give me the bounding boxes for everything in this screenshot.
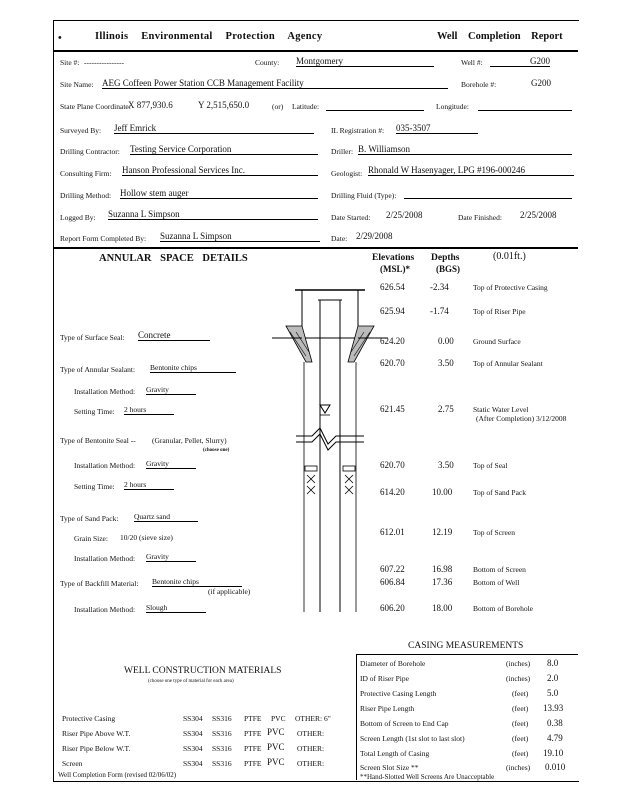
opt-ss316-3: SS316 <box>212 744 232 753</box>
il-reg-label: IL Registration #: <box>331 126 385 135</box>
annular-install-label: Installation Method: <box>74 387 136 396</box>
driller-label: Driller: <box>331 147 354 156</box>
surface-seal-right <box>348 326 374 362</box>
casing-label-1: Diameter of Borehole <box>360 659 426 668</box>
depth-row-1: -2.34 <box>430 282 449 292</box>
materials-title: WELL CONSTRUCTION MATERIALS <box>124 666 282 676</box>
opt-ss316-1: SS316 <box>212 714 232 723</box>
grain-size-label: Grain Size: <box>74 534 108 543</box>
elev-row-7: 614.20 <box>380 487 405 497</box>
elev-row-11: 606.20 <box>380 603 405 613</box>
annular-install-value: Gravity <box>146 386 196 395</box>
coords-or: (or) <box>272 102 284 111</box>
casing-title: CASING MEASUREMENTS <box>408 641 524 651</box>
label-row-5: Static Water Level <box>473 405 529 414</box>
sandpack-x-left-1 <box>307 475 315 483</box>
depth-row-3: 0.00 <box>438 336 454 346</box>
casing-unit-1: (inches) <box>506 659 531 668</box>
label-row-7: Top of Sand Pack <box>473 488 527 497</box>
surface-seal-value: Concrete <box>138 331 210 341</box>
elev-row-8: 612.01 <box>380 527 405 537</box>
site-value: ---------------- <box>84 58 124 67</box>
casing-unit-4: (feet) <box>512 704 529 713</box>
depth-row-9: 16.98 <box>432 564 453 574</box>
drilling-method-value: Hollow stem auger <box>120 189 318 199</box>
backfill-install-label: Installation Method: <box>74 605 136 614</box>
annular-setting-label: Setting Time: <box>74 407 115 416</box>
label-row-6: Top of Seal <box>473 461 508 470</box>
geologist-label: Geologist: <box>331 169 363 178</box>
opt-ss304-3: SS304 <box>183 744 203 753</box>
casing-unit-3: (feet) <box>512 689 529 698</box>
material-row-label-3: Riser Pipe Below W.T. <box>62 744 131 753</box>
elev-row-3: 624.20 <box>380 336 405 346</box>
opt-ss304-4: SS304 <box>183 759 203 768</box>
label-row-2: Top of Riser Pipe <box>473 307 526 316</box>
grain-size-value: 10/20 (sieve size) <box>120 533 173 542</box>
casing-value-6: 4.79 <box>547 733 563 743</box>
casing-value-3: 5.0 <box>547 688 559 698</box>
sand-pack-label: Type of Sand Pack: <box>60 514 119 523</box>
casing-unit-7: (feet) <box>512 749 529 758</box>
borehole-value: G200 <box>531 78 551 88</box>
material-choice-3: PVC <box>267 742 285 752</box>
report-completed-value: Suzanna L Simpson <box>160 232 320 242</box>
seal-install-value: Gravity <box>146 460 196 469</box>
sand-pack-value: Quartz sand <box>134 513 198 522</box>
date-started-value: 2/25/2008 <box>386 210 423 220</box>
casing-left-rule <box>356 654 357 780</box>
opt-ss316-2: SS316 <box>212 729 232 738</box>
opt-ptfe-4: PTFE <box>244 759 262 768</box>
elev-subheader: (MSL)* <box>380 264 410 274</box>
drilling-method-label: Drilling Method: <box>60 191 112 200</box>
latitude-label: Latitude: <box>292 102 320 111</box>
depth-row-11: 18.00 <box>432 603 453 613</box>
label-row-9: Bottom of Screen <box>473 565 526 574</box>
casing-label-4: Riser Pipe Length <box>360 704 415 713</box>
casing-value-7: 19.10 <box>543 748 564 758</box>
annular-sealant-label: Type of Annular Sealant: <box>60 365 136 374</box>
site-name-label: Site Name: <box>60 80 94 89</box>
longitude-label: Longitude: <box>436 102 469 111</box>
surveyed-label: Surveyed By: <box>60 126 102 135</box>
material-row-label-4: Screen <box>62 759 83 768</box>
consulting-value: Hanson Professional Services Inc. <box>122 166 318 176</box>
elev-row-6: 620.70 <box>380 460 405 470</box>
material-row-label-2: Riser Pipe Above W.T. <box>62 729 131 738</box>
casing-value-5: 0.38 <box>547 718 563 728</box>
annular-sealant-value: Bentonite chips <box>150 364 236 373</box>
depth-row-10: 17.36 <box>432 577 453 587</box>
elev-row-10: 606.84 <box>380 577 405 587</box>
logged-label: Logged By: <box>60 213 96 222</box>
sandpack-x-right-2 <box>345 486 353 494</box>
bentonite-seal-options: (Granular, Pellet, Slurry) <box>152 436 227 445</box>
borehole-label: Borehole #: <box>461 80 497 89</box>
opt-ss304-1: SS304 <box>183 714 203 723</box>
surveyed-value: Jeff Emrick <box>114 124 314 134</box>
depth-row-8: 12.19 <box>432 527 453 537</box>
header-bullet: • <box>58 33 62 44</box>
opt-other-3: OTHER: <box>297 744 325 753</box>
materials-subtitle: (choose one type of material for each area) <box>148 679 234 684</box>
opt-ss316-4: SS316 <box>212 759 232 768</box>
bentonite-seal-label: Type of Bentonite Seal -- <box>60 436 136 445</box>
casing-value-2: 2.0 <box>547 673 559 683</box>
drilling-contractor-label: Drilling Contractor: <box>60 147 120 156</box>
opt-other-4: OTHER: <box>297 759 325 768</box>
opt-ptfe-2: PTFE <box>244 729 262 738</box>
elev-row-4: 620.70 <box>380 358 405 368</box>
depth-subheader: (BGS) <box>436 264 461 274</box>
sand-install-value: Gravity <box>146 553 196 562</box>
elev-row-5: 621.45 <box>380 404 405 414</box>
form-revision: Well Completion Form (revised 02/06/02) <box>58 771 177 779</box>
casing-label-7: Total Length of Casing <box>360 749 430 758</box>
agency-title: Illinois Environmental Protection Agency <box>95 31 323 42</box>
surface-seal-left <box>286 326 312 362</box>
casing-value-8: 0.010 <box>545 762 566 772</box>
opt-pvc-1: PVC <box>271 714 286 723</box>
drilling-contractor-value: Testing Service Corporation <box>130 145 318 155</box>
backfill-install-value: Slough <box>146 604 206 613</box>
date-started-label: Date Started: <box>331 213 371 222</box>
casing-value-1: 8.0 <box>547 658 559 668</box>
report-completed-label: Report Form Completed By: <box>60 234 147 243</box>
opt-ss304-2: SS304 <box>183 729 203 738</box>
static-water-sub: (After Completion) 3/12/2008 <box>476 414 567 423</box>
material-row-label-1: Protective Casing <box>62 714 116 723</box>
casing-label-3: Protective Casing Length <box>360 689 437 698</box>
label-row-1: Top of Protective Casing <box>473 283 548 292</box>
date-finished-value: 2/25/2008 <box>520 210 557 220</box>
date-value: 2/29/2008 <box>356 231 393 241</box>
casing-unit-5: (feet) <box>512 719 529 728</box>
seal-install-label: Installation Method: <box>74 461 136 470</box>
label-row-4: Top of Annular Sealant <box>473 359 543 368</box>
il-reg-value: 035-3507 <box>396 124 478 134</box>
sandpack-x-right-1 <box>345 475 353 483</box>
material-choice-1: OTHER: 6" <box>295 714 331 723</box>
precision-note: (0.01ft.) <box>493 251 526 262</box>
material-choice-4: PVC <box>267 757 285 767</box>
elev-header: Elevations <box>372 253 415 263</box>
casing-top-rule <box>356 654 578 655</box>
depth-header: Depths <box>431 253 460 263</box>
depth-row-5: 2.75 <box>438 404 454 414</box>
drilling-fluid-label: Drilling Fluid (Type): <box>331 191 397 200</box>
casing-label-8: Screen Slot Size ** <box>360 763 419 772</box>
site-name-value: AEG Coffeen Power Station CCB Management Facility <box>102 79 448 89</box>
casing-label-2: ID of Riser Pipe <box>360 674 409 683</box>
opt-other-2: OTHER: <box>297 729 325 738</box>
seal-setting-label: Setting Time: <box>74 482 115 491</box>
casing-unit-8: (inches) <box>506 763 531 772</box>
county-label: County: <box>255 58 280 67</box>
consulting-label: Consulting Firm: <box>60 169 112 178</box>
seal-setting-value: 2 hours <box>124 481 174 490</box>
date-finished-label: Date Finished: <box>458 213 502 222</box>
casing-footnote: **Hand-Slotted Well Screens Are Unacceptable <box>360 773 495 781</box>
elev-row-9: 607.22 <box>380 564 405 574</box>
backfill-label: Type of Backfill Material: <box>60 579 139 588</box>
water-level-marker <box>320 405 330 413</box>
material-choice-2: PVC <box>267 727 285 737</box>
report-title: Well Completion Report <box>437 31 563 42</box>
depth-row-6: 3.50 <box>438 460 454 470</box>
depth-row-7: 10.00 <box>432 487 453 497</box>
site-label: Site #: <box>60 58 80 67</box>
coords-label: State Plane Coordinate: <box>60 102 131 111</box>
annular-title: ANNULAR SPACE DETAILS <box>99 253 248 264</box>
elev-row-1: 626.54 <box>380 282 405 292</box>
elev-row-2: 625.94 <box>380 306 405 316</box>
sand-install-label: Installation Method: <box>74 554 136 563</box>
county-value: Montgomery <box>296 57 434 67</box>
depth-row-4: 3.50 <box>438 358 454 368</box>
casing-label-5: Bottom of Screen to End Cap <box>360 719 449 728</box>
date-label: Date: <box>331 234 348 243</box>
label-row-11: Bottom of Borehole <box>473 604 533 613</box>
opt-ptfe-1: PTFE <box>244 714 262 723</box>
logged-value: Suzanna L Simpson <box>108 210 318 220</box>
surface-seal-label: Type of Surface Seal: <box>60 333 125 342</box>
bentonite-choose-note: (choose one) <box>203 448 230 453</box>
label-row-8: Top of Screen <box>473 528 515 537</box>
seal-marker-left <box>305 466 317 471</box>
depth-row-2: -1.74 <box>430 306 449 316</box>
sandpack-x-left-2 <box>307 486 315 494</box>
label-row-10: Bottom of Well <box>473 578 520 587</box>
casing-label-6: Screen Length (1st slot to last slot) <box>360 734 465 743</box>
seal-marker-right <box>343 466 355 471</box>
coords-x: X 877,930.6 <box>128 100 173 110</box>
casing-unit-6: (feet) <box>512 734 529 743</box>
protective-casing <box>302 290 358 338</box>
well-label: Well #: <box>461 58 483 67</box>
label-row-3: Ground Surface <box>473 337 521 346</box>
annular-setting-value: 2 hours <box>124 406 174 415</box>
backfill-note: (if applicable) <box>208 587 251 596</box>
opt-ptfe-3: PTFE <box>244 744 262 753</box>
casing-unit-2: (inches) <box>506 674 531 683</box>
geologist-value: Rhonald W Hasenyager, LPG #196-000246 <box>368 166 574 176</box>
coords-y: Y 2,515,650.0 <box>198 100 250 110</box>
backfill-value: Bentonite chips <box>152 578 242 587</box>
well-value: G200 <box>490 57 550 67</box>
driller-value: B. Williamson <box>358 145 572 155</box>
casing-value-4: 13.93 <box>543 703 564 713</box>
